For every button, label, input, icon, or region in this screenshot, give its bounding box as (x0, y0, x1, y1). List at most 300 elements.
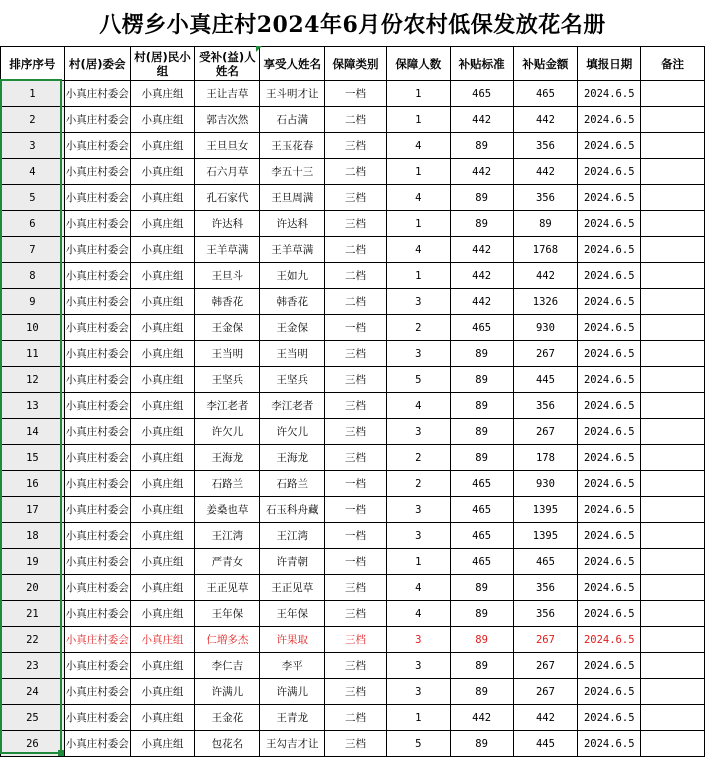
cell-village[interactable]: 小真庄村委会 (64, 653, 130, 679)
cell-index[interactable]: 20 (1, 575, 65, 601)
cell-amount[interactable]: 1768 (513, 237, 578, 263)
cell-amount[interactable]: 267 (513, 627, 578, 653)
cell-index[interactable]: 3 (1, 133, 65, 159)
cell-note[interactable] (641, 107, 705, 133)
col-header-persons[interactable]: 保障人数 (386, 47, 450, 81)
cell-category[interactable]: 一档 (325, 471, 387, 497)
cell-village[interactable]: 小真庄村委会 (64, 81, 130, 107)
cell-recipient[interactable]: 王让吉草 (195, 81, 260, 107)
cell-recipient[interactable]: 王羊草满 (195, 237, 260, 263)
cell-group[interactable]: 小真庄组 (130, 445, 195, 471)
cell-standard[interactable]: 465 (450, 497, 513, 523)
cell-index[interactable]: 1 (1, 81, 65, 107)
cell-index[interactable]: 11 (1, 341, 65, 367)
cell-index[interactable]: 15 (1, 445, 65, 471)
cell-village[interactable]: 小真庄村委会 (64, 471, 130, 497)
cell-standard[interactable]: 89 (450, 367, 513, 393)
cell-group[interactable]: 小真庄组 (130, 315, 195, 341)
cell-category[interactable]: 一档 (325, 315, 387, 341)
cell-group[interactable]: 小真庄组 (130, 367, 195, 393)
cell-note[interactable] (641, 523, 705, 549)
cell-beneficiary[interactable]: 王羊草满 (260, 237, 325, 263)
cell-village[interactable]: 小真庄村委会 (64, 263, 130, 289)
cell-standard[interactable]: 465 (450, 471, 513, 497)
cell-category[interactable]: 三档 (325, 627, 387, 653)
cell-recipient[interactable]: 包花名 (195, 731, 260, 757)
cell-beneficiary[interactable]: 李平 (260, 653, 325, 679)
cell-beneficiary[interactable]: 许满儿 (260, 679, 325, 705)
cell-persons[interactable]: 3 (386, 523, 450, 549)
cell-amount[interactable]: 267 (513, 653, 578, 679)
cell-date[interactable]: 2024.6.5 (578, 211, 641, 237)
col-header-recipient[interactable]: 受补(益)人姓名 (195, 47, 260, 81)
cell-persons[interactable]: 4 (386, 133, 450, 159)
cell-note[interactable] (641, 653, 705, 679)
cell-beneficiary[interactable]: 王江湾 (260, 523, 325, 549)
cell-note[interactable] (641, 341, 705, 367)
cell-village[interactable]: 小真庄村委会 (64, 549, 130, 575)
cell-amount[interactable]: 442 (513, 705, 578, 731)
cell-beneficiary[interactable]: 王当明 (260, 341, 325, 367)
cell-standard[interactable]: 89 (450, 211, 513, 237)
cell-group[interactable]: 小真庄组 (130, 159, 195, 185)
cell-amount[interactable]: 465 (513, 549, 578, 575)
cell-amount[interactable]: 267 (513, 679, 578, 705)
cell-category[interactable]: 三档 (325, 341, 387, 367)
cell-amount[interactable]: 930 (513, 471, 578, 497)
cell-category[interactable]: 三档 (325, 601, 387, 627)
cell-village[interactable]: 小真庄村委会 (64, 679, 130, 705)
cell-category[interactable]: 二档 (325, 107, 387, 133)
cell-category[interactable]: 二档 (325, 289, 387, 315)
cell-category[interactable]: 二档 (325, 159, 387, 185)
cell-group[interactable]: 小真庄组 (130, 627, 195, 653)
cell-index[interactable]: 24 (1, 679, 65, 705)
cell-recipient[interactable]: 许达科 (195, 211, 260, 237)
cell-index[interactable]: 13 (1, 393, 65, 419)
cell-village[interactable]: 小真庄村委会 (64, 627, 130, 653)
cell-persons[interactable]: 5 (386, 731, 450, 757)
cell-group[interactable]: 小真庄组 (130, 133, 195, 159)
cell-note[interactable] (641, 159, 705, 185)
cell-category[interactable]: 三档 (325, 419, 387, 445)
cell-standard[interactable]: 89 (450, 731, 513, 757)
cell-amount[interactable]: 465 (513, 81, 578, 107)
cell-date[interactable]: 2024.6.5 (578, 731, 641, 757)
cell-amount[interactable]: 445 (513, 731, 578, 757)
cell-amount[interactable]: 442 (513, 263, 578, 289)
cell-category[interactable]: 一档 (325, 497, 387, 523)
cell-persons[interactable]: 5 (386, 367, 450, 393)
col-header-group[interactable]: 村(居)民小组 (130, 47, 195, 81)
cell-date[interactable]: 2024.6.5 (578, 497, 641, 523)
cell-standard[interactable]: 89 (450, 341, 513, 367)
cell-persons[interactable]: 2 (386, 315, 450, 341)
cell-category[interactable]: 一档 (325, 549, 387, 575)
cell-recipient[interactable]: 王金保 (195, 315, 260, 341)
cell-index[interactable]: 25 (1, 705, 65, 731)
cell-village[interactable]: 小真庄村委会 (64, 211, 130, 237)
cell-category[interactable]: 三档 (325, 653, 387, 679)
cell-note[interactable] (641, 289, 705, 315)
cell-persons[interactable]: 2 (386, 471, 450, 497)
cell-amount[interactable]: 356 (513, 393, 578, 419)
cell-category[interactable]: 二档 (325, 263, 387, 289)
cell-recipient[interactable]: 许欠儿 (195, 419, 260, 445)
cell-standard[interactable]: 442 (450, 159, 513, 185)
cell-amount[interactable]: 930 (513, 315, 578, 341)
cell-group[interactable]: 小真庄组 (130, 731, 195, 757)
cell-note[interactable] (641, 627, 705, 653)
cell-persons[interactable]: 1 (386, 263, 450, 289)
cell-village[interactable]: 小真庄村委会 (64, 367, 130, 393)
cell-date[interactable]: 2024.6.5 (578, 393, 641, 419)
cell-standard[interactable]: 89 (450, 185, 513, 211)
cell-date[interactable]: 2024.6.5 (578, 341, 641, 367)
cell-group[interactable]: 小真庄组 (130, 549, 195, 575)
cell-beneficiary[interactable]: 王正见草 (260, 575, 325, 601)
cell-date[interactable]: 2024.6.5 (578, 705, 641, 731)
cell-persons[interactable]: 4 (386, 185, 450, 211)
cell-standard[interactable]: 89 (450, 601, 513, 627)
cell-amount[interactable]: 267 (513, 341, 578, 367)
cell-index[interactable]: 26 (1, 731, 65, 757)
cell-beneficiary[interactable]: 王勾吉才让 (260, 731, 325, 757)
cell-date[interactable]: 2024.6.5 (578, 627, 641, 653)
cell-index[interactable]: 12 (1, 367, 65, 393)
col-header-amount[interactable]: 补贴金额 (513, 47, 578, 81)
cell-category[interactable]: 三档 (325, 393, 387, 419)
cell-note[interactable] (641, 393, 705, 419)
cell-recipient[interactable]: 许满儿 (195, 679, 260, 705)
cell-recipient[interactable]: 王旦旦女 (195, 133, 260, 159)
cell-date[interactable]: 2024.6.5 (578, 575, 641, 601)
cell-persons[interactable]: 1 (386, 159, 450, 185)
cell-index[interactable]: 6 (1, 211, 65, 237)
cell-index[interactable]: 8 (1, 263, 65, 289)
cell-village[interactable]: 小真庄村委会 (64, 159, 130, 185)
cell-note[interactable] (641, 185, 705, 211)
col-header-category[interactable]: 保障类别 (325, 47, 387, 81)
cell-standard[interactable]: 442 (450, 289, 513, 315)
cell-beneficiary[interactable]: 许青朝 (260, 549, 325, 575)
cell-amount[interactable]: 89 (513, 211, 578, 237)
cell-recipient[interactable]: 郭吉次然 (195, 107, 260, 133)
cell-beneficiary[interactable]: 王斗明才让 (260, 81, 325, 107)
cell-village[interactable]: 小真庄村委会 (64, 185, 130, 211)
cell-persons[interactable]: 3 (386, 653, 450, 679)
cell-standard[interactable]: 465 (450, 315, 513, 341)
cell-persons[interactable]: 4 (386, 575, 450, 601)
cell-group[interactable]: 小真庄组 (130, 185, 195, 211)
cell-persons[interactable]: 1 (386, 549, 450, 575)
cell-standard[interactable]: 89 (450, 419, 513, 445)
cell-amount[interactable]: 442 (513, 159, 578, 185)
cell-beneficiary[interactable]: 李江老者 (260, 393, 325, 419)
cell-note[interactable] (641, 133, 705, 159)
cell-date[interactable]: 2024.6.5 (578, 367, 641, 393)
cell-persons[interactable]: 4 (386, 601, 450, 627)
cell-beneficiary[interactable]: 王金保 (260, 315, 325, 341)
cell-date[interactable]: 2024.6.5 (578, 133, 641, 159)
cell-standard[interactable]: 89 (450, 445, 513, 471)
cell-village[interactable]: 小真庄村委会 (64, 601, 130, 627)
cell-group[interactable]: 小真庄组 (130, 341, 195, 367)
cell-date[interactable]: 2024.6.5 (578, 445, 641, 471)
cell-category[interactable]: 一档 (325, 523, 387, 549)
cell-beneficiary[interactable]: 许果取 (260, 627, 325, 653)
cell-group[interactable]: 小真庄组 (130, 211, 195, 237)
table-row (1, 107, 705, 133)
cell-beneficiary[interactable]: 王坚兵 (260, 367, 325, 393)
cell-village[interactable]: 小真庄村委会 (64, 497, 130, 523)
cell-amount[interactable]: 356 (513, 185, 578, 211)
cell-note[interactable] (641, 705, 705, 731)
cell-beneficiary[interactable]: 石占满 (260, 107, 325, 133)
cell-recipient[interactable]: 孔石家代 (195, 185, 260, 211)
cell-standard[interactable]: 442 (450, 237, 513, 263)
cell-beneficiary[interactable]: 王玉花春 (260, 133, 325, 159)
cell-recipient[interactable]: 姜桑也草 (195, 497, 260, 523)
cell-village[interactable]: 小真庄村委会 (64, 731, 130, 757)
cell-group[interactable]: 小真庄组 (130, 471, 195, 497)
cell-village[interactable]: 小真庄村委会 (64, 419, 130, 445)
cell-note[interactable] (641, 549, 705, 575)
cell-standard[interactable]: 89 (450, 627, 513, 653)
cell-index[interactable]: 10 (1, 315, 65, 341)
cell-group[interactable]: 小真庄组 (130, 575, 195, 601)
cell-category[interactable]: 二档 (325, 237, 387, 263)
cell-persons[interactable]: 3 (386, 497, 450, 523)
cell-category[interactable]: 三档 (325, 133, 387, 159)
cell-note[interactable] (641, 497, 705, 523)
col-header-village[interactable]: 村(居)委会 (64, 47, 130, 81)
cell-beneficiary[interactable]: 韩香花 (260, 289, 325, 315)
cell-index[interactable]: 22 (1, 627, 65, 653)
cell-category[interactable]: 三档 (325, 679, 387, 705)
cell-group[interactable]: 小真庄组 (130, 393, 195, 419)
cell-note[interactable] (641, 367, 705, 393)
cell-index[interactable]: 21 (1, 601, 65, 627)
cell-index[interactable]: 2 (1, 107, 65, 133)
cell-date[interactable]: 2024.6.5 (578, 107, 641, 133)
cell-index[interactable]: 16 (1, 471, 65, 497)
cell-note[interactable] (641, 419, 705, 445)
cell-date[interactable]: 2024.6.5 (578, 653, 641, 679)
cell-recipient[interactable]: 王正见草 (195, 575, 260, 601)
cell-note[interactable] (641, 263, 705, 289)
cell-group[interactable]: 小真庄组 (130, 653, 195, 679)
cell-category[interactable]: 三档 (325, 367, 387, 393)
cell-date[interactable]: 2024.6.5 (578, 159, 641, 185)
cell-index[interactable]: 5 (1, 185, 65, 211)
cell-amount[interactable]: 178 (513, 445, 578, 471)
cell-standard[interactable]: 89 (450, 575, 513, 601)
cell-standard[interactable]: 89 (450, 133, 513, 159)
cell-village[interactable]: 小真庄村委会 (64, 393, 130, 419)
cell-persons[interactable]: 3 (386, 289, 450, 315)
cell-recipient[interactable]: 王海龙 (195, 445, 260, 471)
cell-beneficiary[interactable]: 石路兰 (260, 471, 325, 497)
cell-persons[interactable]: 2 (386, 445, 450, 471)
cell-note[interactable] (641, 445, 705, 471)
cell-standard[interactable]: 89 (450, 653, 513, 679)
cell-index[interactable]: 4 (1, 159, 65, 185)
cell-beneficiary[interactable]: 许达科 (260, 211, 325, 237)
cell-amount[interactable]: 442 (513, 107, 578, 133)
cell-index[interactable]: 17 (1, 497, 65, 523)
cell-amount[interactable]: 445 (513, 367, 578, 393)
cell-recipient[interactable]: 石路兰 (195, 471, 260, 497)
cell-group[interactable]: 小真庄组 (130, 237, 195, 263)
cell-recipient[interactable]: 石六月草 (195, 159, 260, 185)
cell-recipient[interactable]: 韩香花 (195, 289, 260, 315)
cell-date[interactable]: 2024.6.5 (578, 679, 641, 705)
cell-persons[interactable]: 1 (386, 705, 450, 731)
cell-recipient[interactable]: 王年保 (195, 601, 260, 627)
cell-index[interactable]: 18 (1, 523, 65, 549)
cell-persons[interactable]: 3 (386, 341, 450, 367)
cell-recipient[interactable]: 仁増多杰 (195, 627, 260, 653)
cell-date[interactable]: 2024.6.5 (578, 549, 641, 575)
cell-date[interactable]: 2024.6.5 (578, 315, 641, 341)
cell-date[interactable]: 2024.6.5 (578, 185, 641, 211)
cell-index[interactable]: 14 (1, 419, 65, 445)
col-header-beneficiary[interactable]: 享受人姓名 (260, 47, 325, 81)
cell-date[interactable]: 2024.6.5 (578, 601, 641, 627)
col-header-date[interactable]: 填报日期 (578, 47, 641, 81)
cell-category[interactable]: 三档 (325, 445, 387, 471)
cell-note[interactable] (641, 237, 705, 263)
cell-group[interactable]: 小真庄组 (130, 263, 195, 289)
cell-village[interactable]: 小真庄村委会 (64, 315, 130, 341)
cell-recipient[interactable]: 李仁吉 (195, 653, 260, 679)
roster-table (0, 46, 705, 757)
cell-persons[interactable]: 3 (386, 419, 450, 445)
cell-category[interactable]: 二档 (325, 705, 387, 731)
cell-amount[interactable]: 1326 (513, 289, 578, 315)
cell-standard[interactable]: 442 (450, 107, 513, 133)
cell-village[interactable]: 小真庄村委会 (64, 523, 130, 549)
cell-persons[interactable]: 3 (386, 627, 450, 653)
cell-amount[interactable]: 356 (513, 601, 578, 627)
cell-note[interactable] (641, 81, 705, 107)
cell-date[interactable]: 2024.6.5 (578, 81, 641, 107)
cell-index[interactable]: 7 (1, 237, 65, 263)
cell-beneficiary[interactable]: 许欠儿 (260, 419, 325, 445)
cell-recipient[interactable]: 李江老者 (195, 393, 260, 419)
cell-village[interactable]: 小真庄村委会 (64, 289, 130, 315)
cell-persons[interactable]: 1 (386, 211, 450, 237)
cell-beneficiary[interactable]: 王如九 (260, 263, 325, 289)
cell-amount[interactable]: 356 (513, 575, 578, 601)
cell-amount[interactable]: 356 (513, 133, 578, 159)
col-header-standard[interactable]: 补贴标准 (450, 47, 513, 81)
cell-beneficiary[interactable]: 王海龙 (260, 445, 325, 471)
cell-persons[interactable]: 4 (386, 393, 450, 419)
cell-recipient[interactable]: 王江湾 (195, 523, 260, 549)
cell-group[interactable]: 小真庄组 (130, 523, 195, 549)
cell-index[interactable]: 9 (1, 289, 65, 315)
cell-persons[interactable]: 4 (386, 237, 450, 263)
col-header-index[interactable]: 排序序号 (1, 47, 65, 81)
cell-standard[interactable]: 89 (450, 679, 513, 705)
cell-beneficiary[interactable]: 李五十三 (260, 159, 325, 185)
cell-village[interactable]: 小真庄村委会 (64, 237, 130, 263)
cell-date[interactable]: 2024.6.5 (578, 471, 641, 497)
cell-village[interactable]: 小真庄村委会 (64, 107, 130, 133)
cell-amount[interactable]: 1395 (513, 497, 578, 523)
cell-date[interactable]: 2024.6.5 (578, 289, 641, 315)
cell-village[interactable]: 小真庄村委会 (64, 133, 130, 159)
cell-note[interactable] (641, 471, 705, 497)
cell-index[interactable]: 19 (1, 549, 65, 575)
cell-amount[interactable]: 267 (513, 419, 578, 445)
cell-persons[interactable]: 1 (386, 107, 450, 133)
cell-note[interactable] (641, 211, 705, 237)
cell-note[interactable] (641, 575, 705, 601)
cell-date[interactable]: 2024.6.5 (578, 263, 641, 289)
cell-standard[interactable]: 89 (450, 393, 513, 419)
cell-category[interactable]: 三档 (325, 731, 387, 757)
cell-note[interactable] (641, 315, 705, 341)
cell-recipient[interactable]: 王坚兵 (195, 367, 260, 393)
cell-group[interactable]: 小真庄组 (130, 419, 195, 445)
cell-recipient[interactable]: 王当明 (195, 341, 260, 367)
cell-beneficiary[interactable]: 王旦周满 (260, 185, 325, 211)
cell-index[interactable]: 23 (1, 653, 65, 679)
cell-group[interactable]: 小真庄组 (130, 289, 195, 315)
cell-standard[interactable]: 465 (450, 523, 513, 549)
cell-group[interactable]: 小真庄组 (130, 497, 195, 523)
cell-beneficiary[interactable]: 石玉科舟藏 (260, 497, 325, 523)
cell-category[interactable]: 一档 (325, 81, 387, 107)
cell-note[interactable] (641, 679, 705, 705)
cell-village[interactable]: 小真庄村委会 (64, 445, 130, 471)
cell-category[interactable]: 三档 (325, 211, 387, 237)
table-row (1, 523, 705, 549)
cell-category[interactable]: 三档 (325, 185, 387, 211)
cell-persons[interactable]: 3 (386, 679, 450, 705)
cell-note[interactable] (641, 601, 705, 627)
col-header-note[interactable]: 备注 (641, 47, 705, 81)
cell-recipient[interactable]: 王旦斗 (195, 263, 260, 289)
cell-group[interactable]: 小真庄组 (130, 107, 195, 133)
cell-category[interactable]: 三档 (325, 575, 387, 601)
cell-standard[interactable]: 465 (450, 81, 513, 107)
cell-standard[interactable]: 442 (450, 263, 513, 289)
cell-standard[interactable]: 442 (450, 705, 513, 731)
cell-group[interactable]: 小真庄组 (130, 679, 195, 705)
cell-date[interactable]: 2024.6.5 (578, 523, 641, 549)
cell-group[interactable]: 小真庄组 (130, 81, 195, 107)
cell-group[interactable]: 小真庄组 (130, 601, 195, 627)
cell-persons[interactable]: 1 (386, 81, 450, 107)
cell-recipient[interactable]: 王金花 (195, 705, 260, 731)
cell-group[interactable]: 小真庄组 (130, 705, 195, 731)
cell-beneficiary[interactable]: 王青龙 (260, 705, 325, 731)
cell-standard[interactable]: 465 (450, 549, 513, 575)
cell-date[interactable]: 2024.6.5 (578, 237, 641, 263)
cell-village[interactable]: 小真庄村委会 (64, 705, 130, 731)
cell-date[interactable]: 2024.6.5 (578, 419, 641, 445)
cell-recipient[interactable]: 严青女 (195, 549, 260, 575)
cell-village[interactable]: 小真庄村委会 (64, 575, 130, 601)
cell-village[interactable]: 小真庄村委会 (64, 341, 130, 367)
cell-beneficiary[interactable]: 王年保 (260, 601, 325, 627)
cell-amount[interactable]: 1395 (513, 523, 578, 549)
cell-note[interactable] (641, 731, 705, 757)
